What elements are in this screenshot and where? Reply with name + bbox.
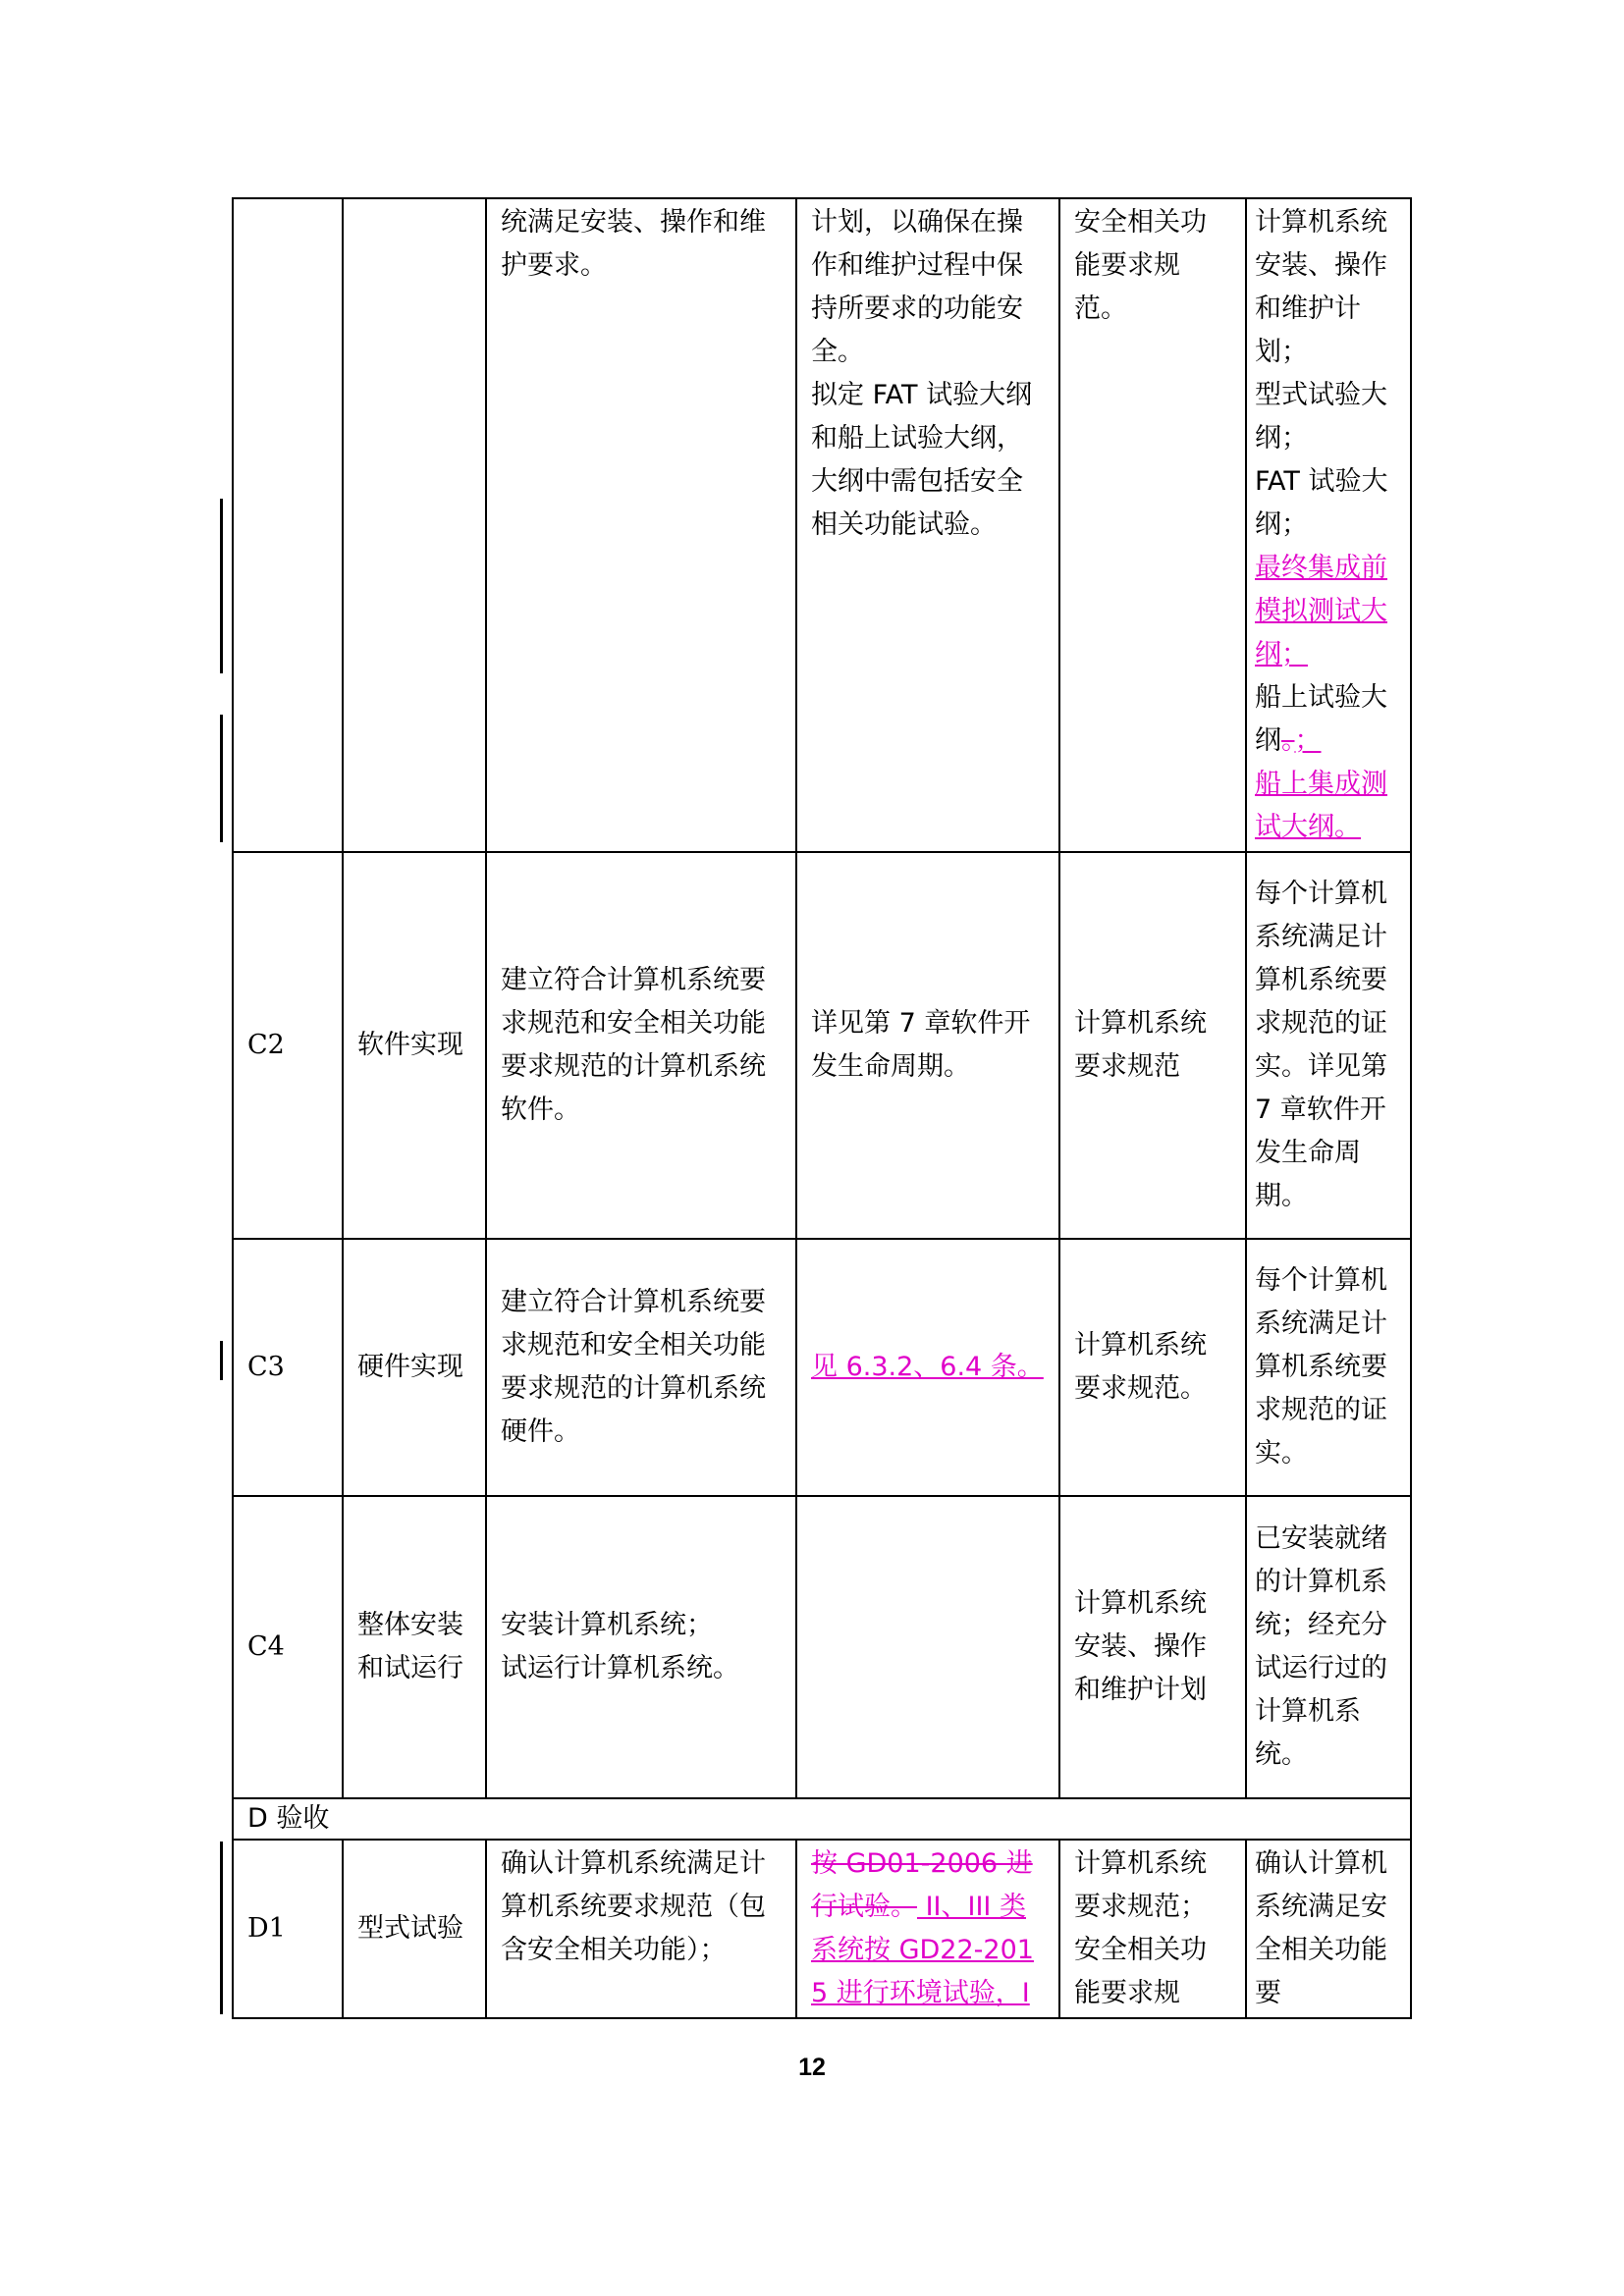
cell-id: [233, 198, 343, 852]
cell-name: 软件实现: [343, 852, 486, 1239]
cell-input: 计算机系统要求规范: [1059, 852, 1246, 1239]
table-row-c2: [233, 852, 1411, 1239]
cell-id: D1: [233, 1840, 343, 2018]
inserted-text: ；: [1294, 725, 1322, 756]
cell-id: C4: [233, 1496, 343, 1798]
cell-desc: 确认计算机系统满足计算机系统要求规范（包含安全相关功能）；: [486, 1840, 796, 2018]
change-bar: [220, 1341, 223, 1380]
cell-method: [796, 1239, 1059, 1496]
cell-desc: 统满足安装、操作和维护要求。: [486, 198, 796, 852]
cell-input: 计算机系统要求规范。: [1059, 1239, 1246, 1496]
cell-method: [796, 1496, 1059, 1798]
change-bar: [220, 499, 223, 673]
cell-desc: 安装计算机系统； 试运行计算机系统。: [486, 1496, 796, 1798]
section-title: D 验收: [233, 1798, 1411, 1840]
cell-output: 每个计算机系统满足计算机系统要求规范的证实。: [1246, 1239, 1411, 1496]
cell-name: 整体安装和试运行: [343, 1496, 486, 1798]
table-row-c4: [233, 1496, 1411, 1798]
cell-id: C2: [233, 852, 343, 1239]
cell-output: 计算机系统安装、操作和维护计划； 型式试验大纲； FAT 试验大纲； 最终集成前模拟测试大纲； 船上试验大纲。； 船上集成测试大纲。: [1246, 198, 1411, 852]
cell-input: 安全相关功能要求规范。: [1059, 198, 1246, 852]
table-row-c3: [233, 1239, 1411, 1496]
inserted-text: II、III 类系统按 GD22-2015 进行环境试验，I: [811, 1892, 1034, 2008]
cell-input: 计算机系统安装、操作和维护计划: [1059, 1496, 1246, 1798]
cell-name: 型式试验: [343, 1840, 486, 2018]
cell-name: [343, 198, 486, 852]
cell-output: 确认计算机系统满足安全相关功能要: [1246, 1840, 1411, 2018]
table-row-d1: [233, 1840, 1411, 2018]
inserted-text: 船上集成测试大纲。: [1255, 769, 1387, 842]
table-row-continued: [233, 198, 1411, 852]
cell-output: 已安装就绪的计算机系统；经充分试运行过的计算机系统。: [1246, 1496, 1411, 1798]
page-number: 12: [798, 2054, 826, 2081]
cell-output: 每个计算机系统满足计算机系统要求规范的证实。详见第 7 章软件开发生命周期。: [1246, 852, 1411, 1239]
change-bar: [220, 1842, 223, 2014]
inserted-text: 最终集成前模拟测试大纲；: [1255, 553, 1387, 669]
cell-method: 计划，以确保在操作和维护过程中保持所要求的功能安全。 拟定 FAT 试验大纲和船上试验大纲，大纲中需包括安全相关功能试验。: [796, 198, 1059, 852]
deleted-text: 。: [1281, 725, 1295, 756]
table-section-row: [233, 1798, 1411, 1840]
change-bar: [220, 715, 223, 842]
cell-method: [796, 1840, 1059, 2018]
deleted-text: 按 GD01-2006 进行试验。: [811, 1848, 1033, 1922]
cell-desc: 建立符合计算机系统要求规范和安全相关功能要求规范的计算机系统硬件。: [486, 1239, 796, 1496]
cell-input: 计算机系统要求规范；安全相关功能要求规: [1059, 1840, 1246, 2018]
cell-method: 详见第 7 章软件开发生命周期。: [796, 852, 1059, 1239]
cell-desc: 建立符合计算机系统要求规范和安全相关功能要求规范的计算机系统软件。: [486, 852, 796, 1239]
inserted-text: 见 6.3.2、6.4 条。: [811, 1352, 1044, 1382]
cell-name: 硬件实现: [343, 1239, 486, 1496]
cell-id: C3: [233, 1239, 343, 1496]
lifecycle-table: [232, 197, 1412, 2019]
